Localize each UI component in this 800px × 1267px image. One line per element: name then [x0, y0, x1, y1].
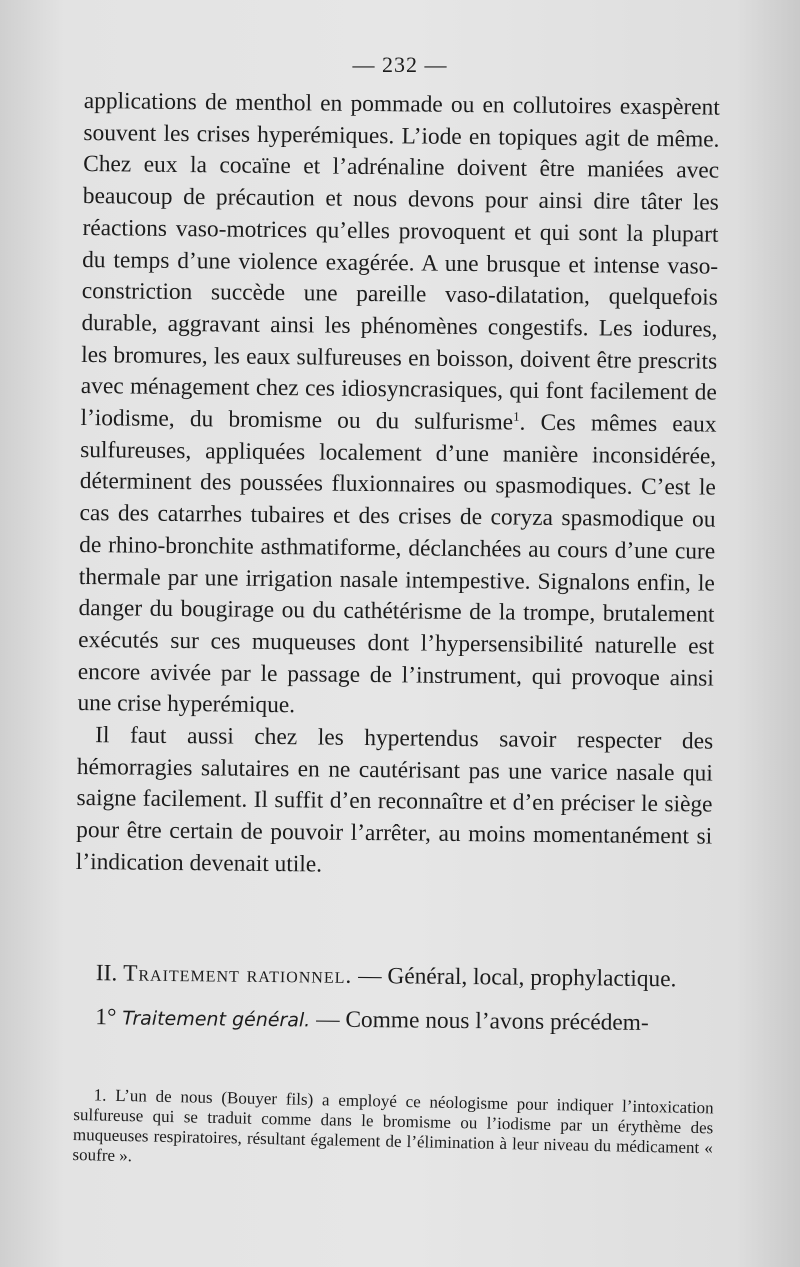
section-block: [77, 958, 718, 1040]
paragraph-text-continuation: . Ces mêmes eaux sulfureuses, appliquées localement d’une manière inconsidérée, déterminent des poussées fluxionnaires ou spasmodiques. C’est le cas des catarrhes tubaires et des crises de coryza spasmodique ou de rhino-bronchite asthmatiforme, déclanchées au cours d’une cure thermale par une irrigation nasale intempestive. Signalons enfin, le danger du bougirage ou du cathétérisme de la trompe, brutalement exécutés sur ces muqueuses dont l’hypersensibilité naturelle est encore avivée par le passage de l’instrument, qui provoque ainsi une crise hyperémique.: [77, 409, 717, 719]
paragraph: [77, 86, 720, 727]
footnote-reference: 1: [513, 408, 520, 424]
subsection-number: 1°: [95, 1004, 117, 1031]
footnote: [72, 1085, 714, 1178]
subsection-heading: [77, 1002, 717, 1040]
footnote-text: [72, 1085, 714, 1178]
main-text: [76, 86, 720, 885]
subsection-title: Traitement général.: [122, 1007, 311, 1032]
section-heading-rest: — Général, local, prophylactique.: [358, 962, 677, 993]
footnote-body: L’un de nous (Bouyer fils) a employé ce néologisme pour indiquer l’intoxication sulfureuse qui se traduit comme dans le bromisme ou l’iodisme par un érythème des muqueuses respiratoires, résultant également de l’élimination à leur niveau du médicament « soufre ».: [72, 1085, 714, 1166]
subsection-rest: — Comme nous l’avons précédem-: [316, 1006, 649, 1036]
section-title: Traitement rationnel.: [123, 960, 353, 989]
section-number: II.: [95, 960, 118, 987]
page-number: — 232 —: [352, 52, 448, 77]
paragraph: Il faut aussi chez les hypertendus savoir respecter des hémorragies salutaires en ne cautérisant pas une varice nasale qui saigne facilement. Il suffit d’en reconnaître et d’en préciser le siège pour être certain de pouvoir l’arrêter, au moins momentanément si l’indication devenait utile.: [75, 722, 714, 878]
section-heading: [78, 958, 718, 995]
footnote-number: 1.: [93, 1085, 107, 1105]
paragraph-text: applications de menthol en pommade ou en collutoires exaspèrent souvent les crises hyperémiques. L’iode en topiques agit de même. Chez eux la cocaïne et l’adrénaline doivent être maniées avec beaucoup de précaution et nous devons pour ainsi dire tâter les réactions vaso-motrices qu’elles provoquent et qui sont la plupart du temps d’une violence exagérée. A une brusque et intense vaso-constriction succède une pareille vaso-dilatation, quelquefois durable, aggravant ainsi les phénomènes congestifs. Les iodures, les bromures, les eaux sulfureuses en boisson, doivent être prescrits avec ménagement chez ces idiosyncrasiques, qui font facilement de l’iodisme, du bromisme ou du sulfurisme: [80, 87, 720, 436]
